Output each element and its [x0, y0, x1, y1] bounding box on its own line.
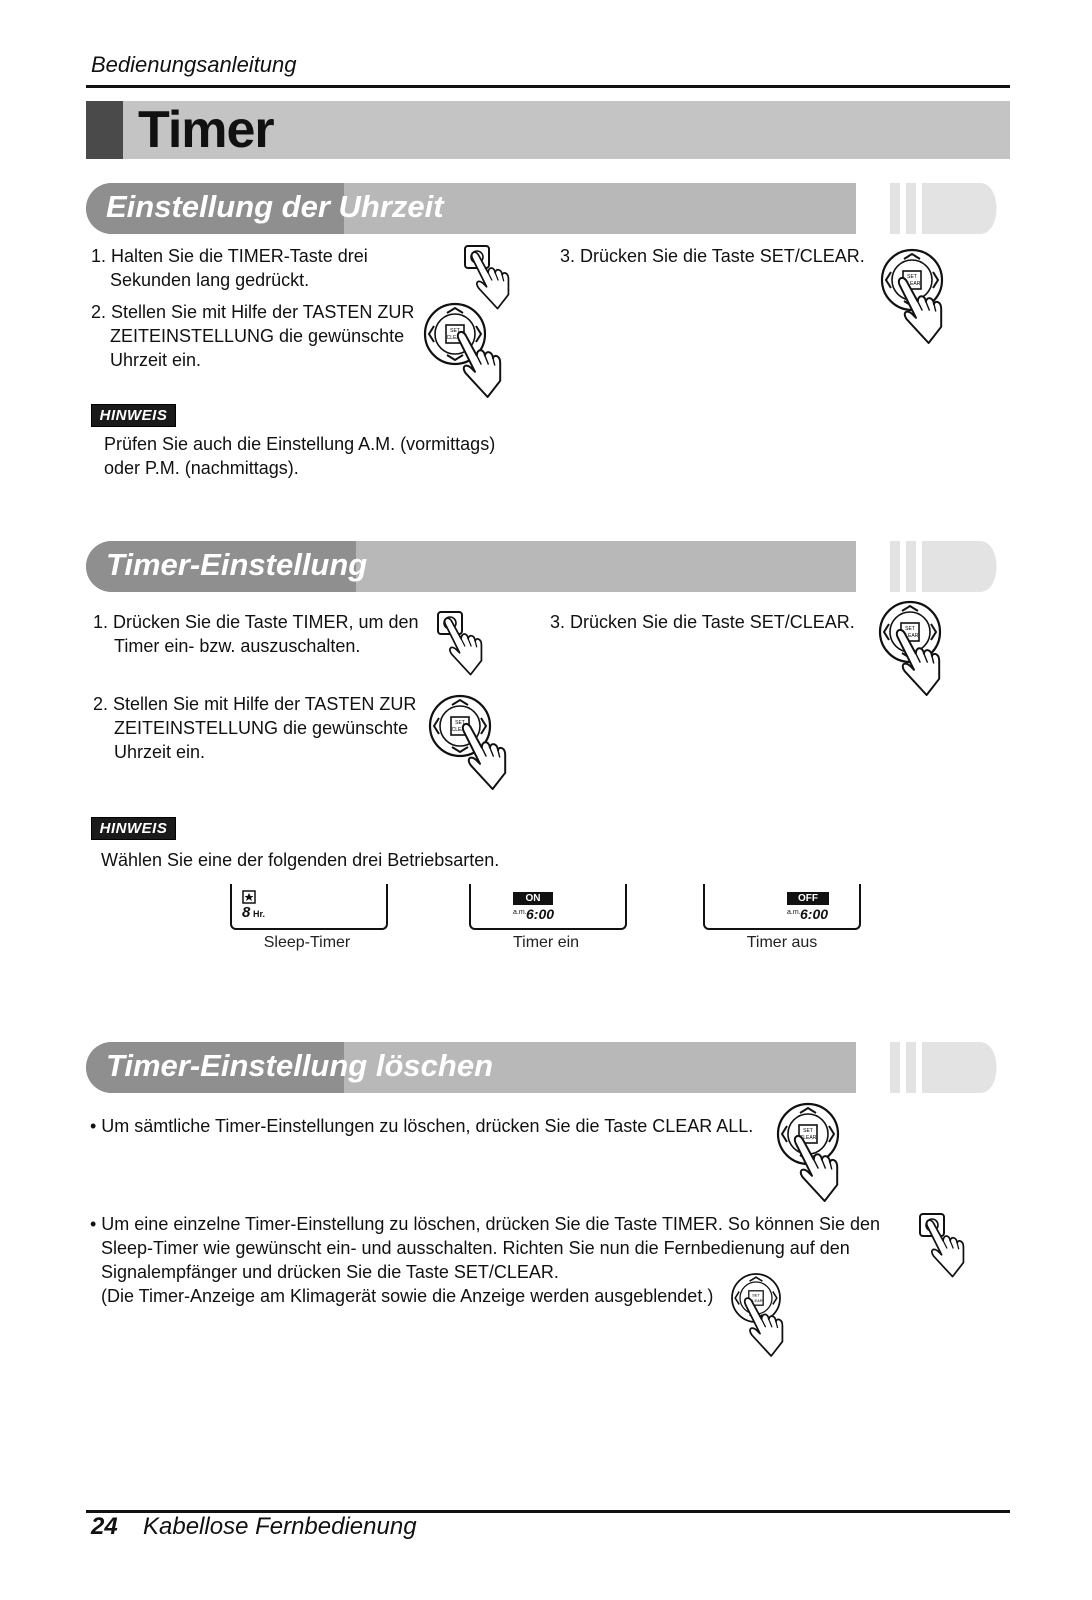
display-unit: a.m.	[513, 909, 527, 916]
display-value: 6:00	[526, 906, 555, 922]
step2-line2: ZEITEINSTELLUNG die gewünschte	[110, 326, 405, 346]
display-sleep-timer	[230, 884, 388, 930]
bullet2-line1: • Um eine einzelne Timer-Einstellung zu löschen, drücken Sie die Taste TIMER. So können Sie den	[90, 1214, 881, 1234]
step1-line2: Timer ein- bzw. auszuschalten.	[114, 636, 361, 656]
step2-line2: ZEITEINSTELLUNG die gewünschte	[114, 718, 409, 738]
note-text: Wählen Sie eine der folgenden drei Betriebsarten.	[101, 850, 500, 870]
display-timer-off	[703, 884, 861, 930]
bullet2-line4: (Die Timer-Anzeige am Klimagerät sowie die Anzeige werden ausgeblendet.)	[101, 1286, 714, 1306]
clear-all-button-icon	[778, 1104, 858, 1214]
section-heading-bar	[86, 541, 856, 592]
page-title: Timer	[138, 101, 274, 159]
time-dpad-icon	[425, 304, 535, 404]
section-decoration	[890, 1042, 1002, 1093]
step2-line3: Uhrzeit ein.	[114, 742, 206, 762]
display-caption: Sleep-Timer	[263, 934, 351, 951]
timer-button-icon	[438, 612, 498, 692]
header-rule	[86, 85, 1010, 88]
step3: 3. Drücken Sie die Taste SET/CLEAR.	[550, 612, 855, 632]
bullet2-line3: Signalempfänger und drücken Sie die Taste SET/CLEAR.	[101, 1262, 559, 1282]
display-value: 8	[242, 904, 251, 921]
running-header: Bedienungsanleitung	[91, 52, 297, 77]
section-heading-timer: Timer-Einstellung	[106, 547, 368, 582]
time-dpad-icon	[430, 696, 540, 796]
set-clear-button-icon	[880, 602, 960, 702]
title-block	[86, 101, 123, 159]
display-unit: a.m.	[787, 909, 801, 916]
section-heading-bar	[86, 183, 856, 234]
timer-button-icon	[920, 1214, 980, 1294]
footer-title: Kabellose Fernbedienung	[143, 1513, 417, 1540]
bullet2-line2: Sleep-Timer wie gewünscht ein- und ausschalten. Richten Sie nun die Fernbedienung auf den	[101, 1238, 850, 1258]
display-value: 6:00	[800, 906, 829, 922]
step1-line1: 1. Drücken Sie die Taste TIMER, um den	[93, 612, 419, 632]
note-line2: oder P.M. (nachmittags).	[104, 458, 299, 478]
section-decoration	[890, 541, 1002, 592]
step1-line2: Sekunden lang gedrückt.	[110, 270, 310, 290]
step2-line1: 2. Stellen Sie mit Hilfe der TASTEN ZUR	[93, 694, 417, 714]
off-badge: OFF	[787, 892, 829, 905]
display-unit: Hr.	[253, 909, 266, 919]
note-badge: HINWEIS	[91, 404, 176, 427]
note-badge: HINWEIS	[91, 817, 176, 840]
bullet1: • Um sämtliche Timer-Einstellungen zu löschen, drücken Sie die Taste CLEAR ALL.	[90, 1116, 754, 1136]
sleep-icon	[242, 890, 256, 904]
step2-line1: 2. Stellen Sie mit Hilfe der TASTEN ZUR	[91, 302, 415, 322]
section-heading-bar	[86, 1042, 856, 1093]
step2-line3: Uhrzeit ein.	[110, 350, 202, 370]
section-heading-clear: Timer-Einstellung löschen	[106, 1048, 494, 1083]
step3: 3. Drücken Sie die Taste SET/CLEAR.	[560, 246, 865, 266]
note-line1: Prüfen Sie auch die Einstellung A.M. (vormittags)	[104, 434, 496, 454]
display-timer-on	[469, 884, 627, 930]
on-badge: ON	[513, 892, 553, 905]
set-clear-button-icon	[882, 250, 962, 350]
set-clear-button-icon	[732, 1274, 812, 1384]
display-caption: Timer ein	[512, 934, 580, 951]
page-number: 24	[91, 1513, 118, 1540]
section-heading-clock: Einstellung der Uhrzeit	[106, 189, 444, 224]
step1-line1: 1. Halten Sie die TIMER-Taste drei	[91, 246, 368, 266]
section-decoration	[890, 183, 1002, 234]
display-caption: Timer aus	[746, 934, 818, 951]
